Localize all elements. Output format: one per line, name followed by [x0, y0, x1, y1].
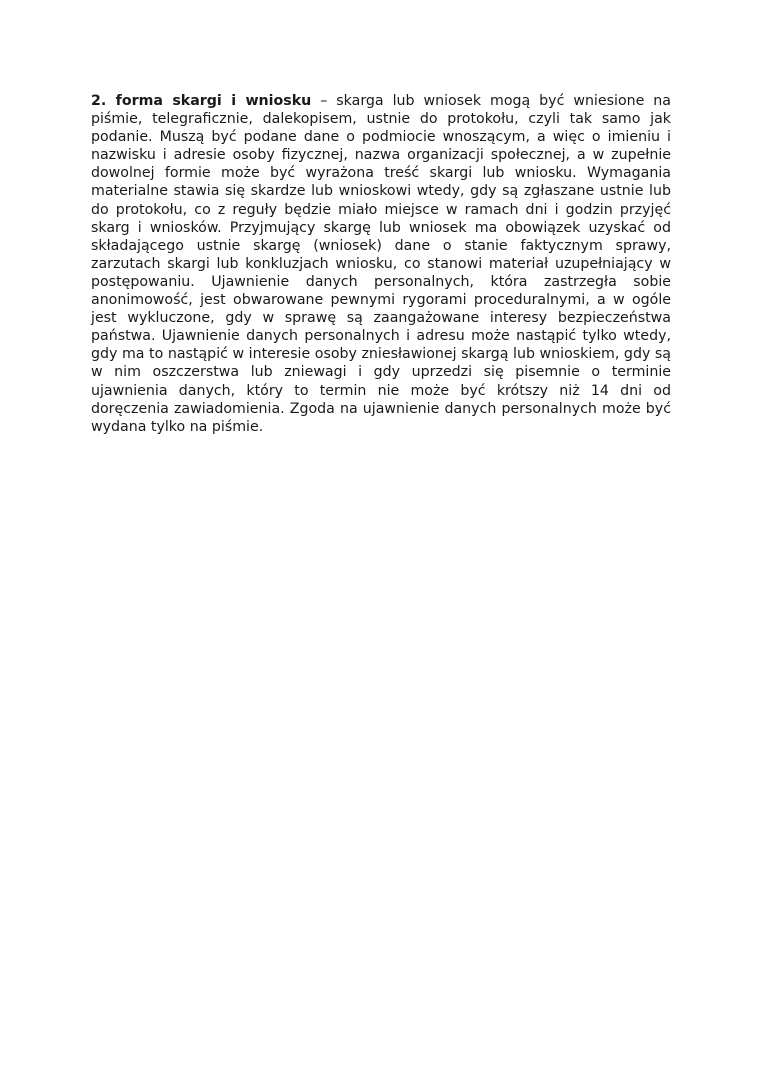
section-body-text: – skarga lub wniosek mogą być wniesione na piśmie, telegraficznie, dalekopisem, ustnie do protokołu, czyli tak samo jak podanie. Muszą być podane dane o podmiocie wnoszącym, a więc o imieniu i nazwisku i adresie osoby fizycznej, nazwa organizacji społecznej, a w zupełnie dowolnej formie może być wyrażona treść skargi lub wniosku. Wymagania materialne stawia się skardze lub wnioskowi wtedy, gdy są zgłaszane ustnie lub do protokołu, co z reguły będzie miało miejsce w ramach dni i godzin przyjęć skarg i wniosków. Przyjmujący skargę lub wniosek ma obowiązek uzyskać od składającego ustnie skargę (wniosek) dane o stanie faktycznym sprawy, zarzutach skargi lub konkluzjach wniosku, co stanowi materiał uzupełniający w postępowaniu. Ujawnienie danych personalnych, która zastrzegła sobie anonimowość, jest obwarowane pewnymi rygorami proceduralnymi, a w ogóle jest wykluczone, gdy w sprawę są zaangażowane interesy bezpieczeństwa państwa. Ujawnienie danych personalnych i adresu może nastąpić tylko wtedy, gdy ma to nastąpić w interesie osoby zniesławionej skargą lub wnioskiem, gdy są w nim oszczerstwa lub zniewagi i gdy uprzedzi się pisemnie o terminie ujawnienia danych, który to termin nie może być krótszy niż 14 dni od doręczenia zawiadomienia. Zgoda na ujawnienie danych personalnych może być wydana tylko na piśmie.	[91, 93, 671, 435]
body-paragraph	[91, 92, 671, 436]
section-heading: 2. forma skargi i wniosku	[91, 93, 312, 109]
